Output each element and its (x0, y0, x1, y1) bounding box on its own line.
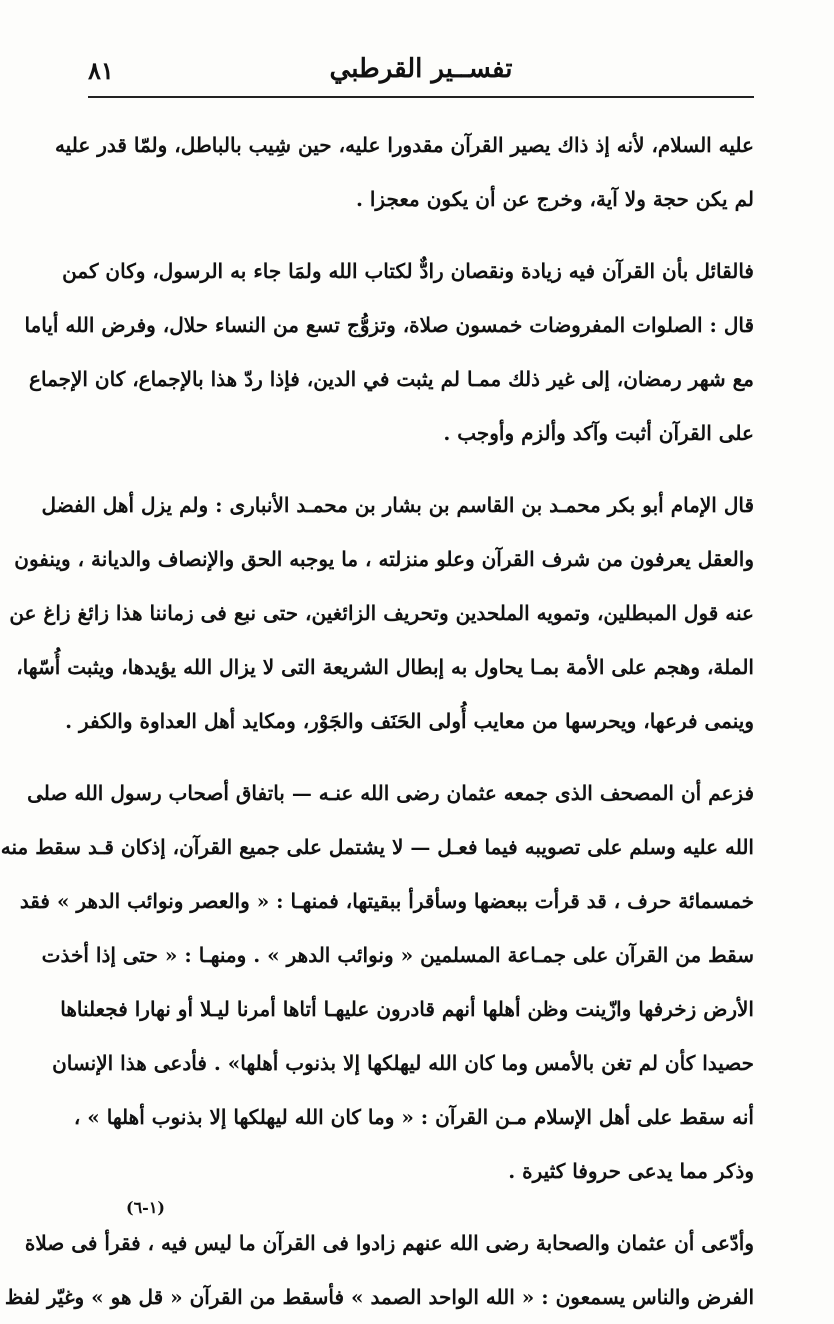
paragraph (0, 766, 754, 1198)
page-number: ٨١ (88, 56, 114, 85)
page-header (88, 52, 754, 98)
paragraph (4, 1216, 754, 1324)
text-line: الأرض زخرفها وازّينت وظن أهلها أنهم قادرون عليهـا أتاها أمرنا ليـلا أو نهارا فجعلناها (60, 997, 754, 1021)
text-line: عنه قول المبطلين، وتمويه الملحدين وتحريف الزائغين، حتى نبع فى زماننا هذا زائغ زاغ عن (9, 601, 754, 625)
text-line: وذكر مما يدعى حروفا كثيرة . (508, 1159, 754, 1183)
text-line: أنه سقط على أهل الإسلام مـن القرآن : « وما كان الله ليهلكها إلا بذنوب أهلها » ، (73, 1105, 754, 1129)
text-line: حصيدا كأن لم تغن بالأمس وما كان الله ليهلكها إلا بذنوب أهلها» . فأدعى هذا الإنسان (52, 1051, 754, 1075)
text-line: وينمى فرعها، ويحرسها من معايب أُولى الحَنَف والجَوْر، ومكايد أهل العداوة والكفر . (65, 709, 754, 733)
text-line: فزعم أن المصحف الذى جمعه عثمان رضى الله عنـه — باتفاق أصحاب رسول الله صلى (27, 781, 754, 805)
text-line: الفرض والناس يسمعون : « الله الواحد الصمد » فأسقط من القرآن « قل هو » وغيّر لفظ (4, 1285, 754, 1309)
signature-mark: (١-٦) (126, 1198, 165, 1217)
text-line: الله عليه وسلم على تصويبه فيما فعـل — لا يشتمل على جميع القرآن، إذكان قـد سقط منه (0, 835, 754, 859)
text-line: فالقائل بأن القرآن فيه زيادة ونقصان رادٌّ لكتاب الله ولمَا جاء به الرسول، وكان كمن (62, 259, 754, 283)
text-line: مع شهر رمضان، إلى غير ذلك ممـا لم يثبت في الدين، فإذا ردّ هذا بالإجماع، كان الإجماع (29, 367, 754, 391)
paragraph (9, 478, 754, 748)
text-line: وأدّعى أن عثمان والصحابة رضى الله عنهم زادوا فى القرآن ما ليس فيه ، فقرأ فى صلاة (24, 1231, 754, 1255)
body-text (0, 118, 754, 1324)
text-line: عليه السلام، لأنه إذ ذاك يصير القرآن مقدورا عليه، حين شِيب بالباطل، ولمّا قدر عليه (54, 133, 754, 157)
text-line: على القرآن أثبت وآكد وألزم وأوجب . (443, 421, 754, 445)
text-line: قال : الصلوات المفروضات خمسون صلاة، وتزوُّج تسع من النساء حلال، وفرض الله أياما (24, 313, 754, 337)
text-line: سقط من القرآن على جمـاعة المسلمين « ونوائب الدهر » . ومنهـا : « حتى إذا أخذت (41, 943, 754, 967)
text-line: لم يكن حجة ولا آية، وخرج عن أن يكون معجزا . (355, 187, 754, 211)
text-line: خمسمائة حرف ، قد قرأت ببعضها وسأقرأ ببقيتها، فمنهـا : « والعصر ونوائب الدهر » فقد (19, 889, 754, 913)
paragraph (24, 244, 754, 460)
text-line: قال الإمام أبو بكر محمـد بن القاسم بن بشار بن محمـد الأنبارى : ولم يزل أهل الفضل (41, 493, 754, 517)
running-title: تفســير القرطبي (329, 54, 513, 84)
text-line: والعقل يعرفون من شرف القرآن وعلو منزلته ، ما يوجبه الحق والإنصاف والديانة ، وينفون (14, 547, 754, 571)
text-line: الملة، وهجم على الأمة بمـا يحاول به إبطال الشريعة التى لا يزال الله يؤيدها، ويثبت أُسّها، (16, 655, 754, 679)
paragraph (54, 118, 754, 226)
